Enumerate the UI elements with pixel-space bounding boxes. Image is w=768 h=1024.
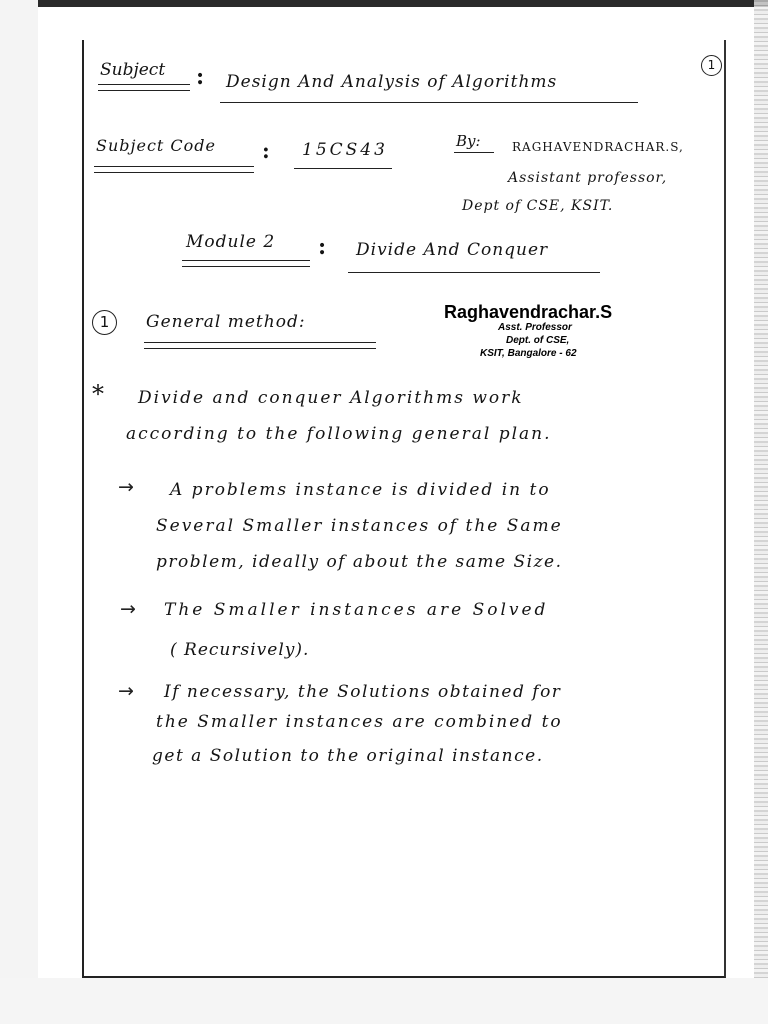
- bullet-asterisk: *: [92, 380, 104, 408]
- scan-bottom-margin: [0, 978, 768, 1024]
- stamp-department: Dept. of CSE,: [506, 335, 570, 346]
- subject-label: Subject: [100, 60, 166, 80]
- module-title-underline: [348, 272, 600, 273]
- point-1-line-3: problem, ideally of about the same Size.: [156, 552, 563, 572]
- code-value-underline: [294, 168, 392, 169]
- point-1-line-1: A problems instance is divided in to: [170, 480, 551, 500]
- page-number: 1: [701, 55, 722, 76]
- arrow-icon: →: [118, 680, 134, 702]
- section-underline-2: [144, 348, 376, 349]
- section-underline-1: [144, 342, 376, 343]
- author-name: RAGHAVENDRACHAR.S,: [512, 140, 684, 154]
- subject-value: Design And Analysis of Algorithms: [226, 72, 558, 92]
- module-colon: :: [318, 234, 327, 260]
- subject-underline-1: [98, 84, 190, 85]
- intro-line-2: according to the following general plan.: [126, 424, 552, 444]
- subject-value-underline: [220, 102, 638, 103]
- author-department: Dept of CSE, KSIT.: [462, 198, 614, 214]
- point-2-line-1: The Smaller instances are Solved: [164, 600, 549, 620]
- subject-code-value: 15CS43: [302, 140, 388, 160]
- module-underline-1: [182, 260, 310, 261]
- point-3-line-3: get a Solution to the original instance.: [152, 746, 544, 766]
- stamp-name: Raghavendrachar.S: [444, 302, 613, 322]
- point-3-line-2: the Smaller instances are combined to: [156, 712, 563, 732]
- intro-line-1: Divide and conquer Algorithms work: [138, 388, 524, 408]
- code-underline-2: [94, 172, 254, 173]
- section-number: 1: [92, 310, 117, 335]
- point-1-line-2: Several Smaller instances of the Same: [156, 516, 563, 536]
- section-title: General method:: [146, 312, 306, 332]
- stamp-title: Asst. Professor: [498, 322, 572, 333]
- module-title: Divide And Conquer: [356, 240, 549, 260]
- arrow-icon: →: [118, 476, 134, 498]
- subject-code-label: Subject Code: [96, 136, 216, 155]
- by-underline: [454, 152, 494, 153]
- code-underline-1: [94, 166, 254, 167]
- point-3-line-1: If necessary, the Solutions obtained for: [164, 682, 562, 702]
- by-label: By:: [456, 132, 481, 150]
- subject-colon: :: [196, 64, 205, 90]
- module-label: Module 2: [186, 232, 276, 252]
- stamp-institution: KSIT, Bangalore - 62: [480, 348, 577, 359]
- module-underline-2: [182, 266, 310, 267]
- subject-underline-2: [98, 90, 190, 91]
- point-2-line-2: ( Recursively).: [170, 640, 310, 660]
- subject-code-colon: :: [262, 138, 270, 163]
- arrow-icon: →: [120, 598, 136, 620]
- scan-top-edge: [0, 0, 768, 7]
- scan-left-margin: [0, 0, 38, 1024]
- author-role: Assistant professor,: [508, 170, 668, 186]
- scan-right-edge: [754, 0, 768, 1024]
